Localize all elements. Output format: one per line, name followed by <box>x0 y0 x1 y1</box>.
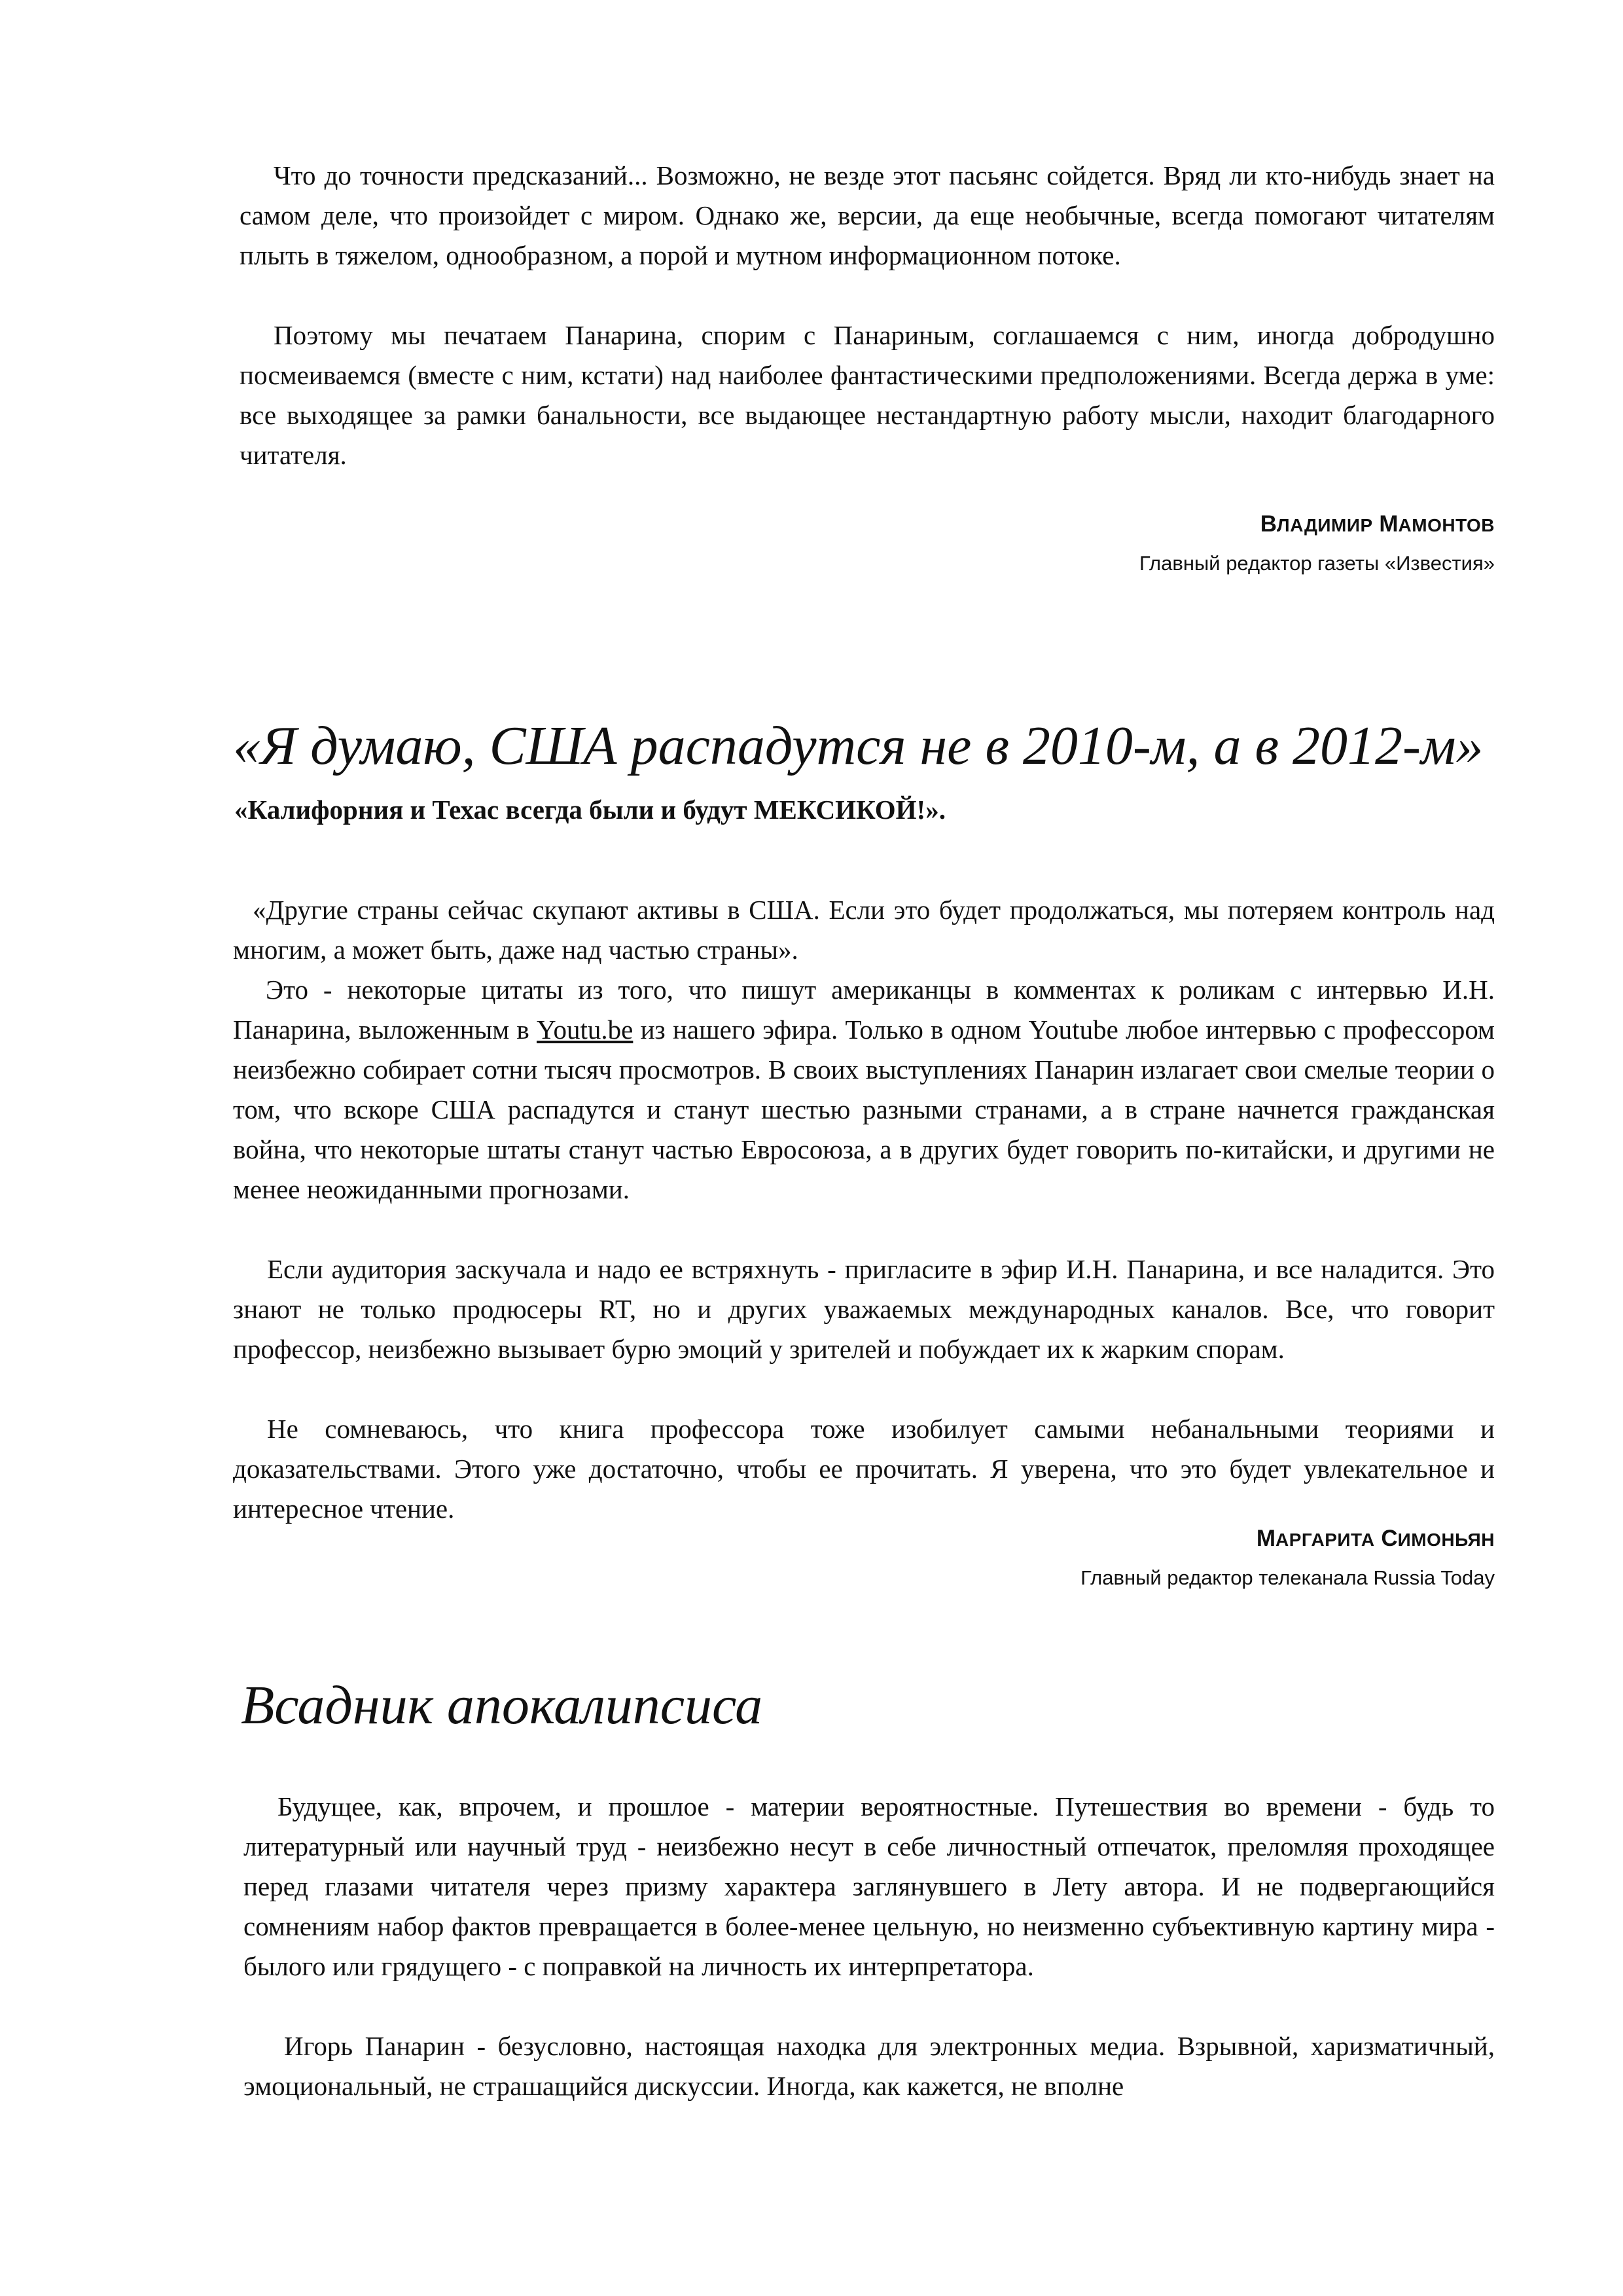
book-paragraph: Не сомневаюсь, что книга профессора тоже изобилует самыми небанальными теориями и доказательствами. Этого уже достаточно, чтобы ее прочитать. Я уверена, что это будет увлекательное и интересное чтение. <box>233 1414 1495 1524</box>
section-title-horseman: Всадник апокалипсиса <box>241 1675 763 1736</box>
signature-simonyan <box>982 1525 1495 1597</box>
signature-name: МАРГАРИТА СИМОНЬЯН <box>1256 1526 1495 1551</box>
intro-paragraph-2: Поэтому мы печатаем Панарина, спорим с Панариным, соглашаемся с ним, иногда добродушно посмеиваемся (вместе с ним, кстати) над наиболее фантастическими предположениями. Всегда держа в уме: все выходящее за рамки банальности, все выдающее нестандартную работу мысли, находит благодарного читателя. <box>240 320 1495 470</box>
signature-mamontov <box>982 511 1495 583</box>
section-title-usa-collapse: «Я думаю, США распадутся не в 2010-м, а в 2012-м» <box>233 715 1484 776</box>
panarin-paragraph: Это - некоторые цитаты из того, что пишут американцы в комментах к роликам с интервью И.Н. Панарина, выложенным в Youtu.be из нашего эфира. Только в одном Youtube любое интервью с профессором неизбежно собирает сотни тысяч просмотров. В своих выступлениях Панарин излагает свои смелые теории о том, что вскоре США распадутся и станут шестью разными странами, а в стране начнется гражданская война, что некоторые штаты станут частью Евросоюза, а в других будет говорить по-китайски, и другими не менее неожиданными прогнозами. <box>233 975 1495 1204</box>
signature-role: Главный редактор газеты «Известия» <box>1139 552 1495 575</box>
future-paragraph: Будущее, как, впрочем, и прошлое - материи вероятностные. Путешествия во времени - будь то литературный или научный труд - неизбежно несут в себе личностный отпечаток, преломляя проходящее перед глазами читателя через призму характера заглянувшего в Лету автора. И не подвергающийся сомнениям набор фактов превращается в более-менее цельную, но неизменно субъективную картину мира - былого или грядущего - с поправкой на личность их интерпретатора. <box>243 1791 1495 1981</box>
quote-paragraph: «Другие страны сейчас скупают активы в США. Если это будет продолжаться, мы потеряем контроль над многим, а может быть, даже над частью страны». <box>233 895 1495 965</box>
audience-paragraph: Если аудитория заскучала и надо ее встряхнуть - пригласите в эфир И.Н. Панарина, и все наладится. Это знают не только продюсеры RT, но и других уважаемых международных каналов. Все, что говорит профессор, неизбежно вызывает бурю эмоций у зрителей и побуждает их к жарким спорам. <box>233 1254 1495 1364</box>
intro-paragraph-1: Что до точности предсказаний... Возможно, не везде этот пасьянс сойдется. Вряд ли кто-нибудь знает на самом деле, что произойдет с миром. Однако же, версии, да еще необычные, всегда помогают читателям плыть в тяжелом, однообразном, а порой и мутном информационном потоке. <box>240 160 1495 270</box>
signature-name: ВЛАДИМИР МАМОНТОВ <box>1260 511 1495 537</box>
section-subtitle: «Калифорния и Техас всегда были и будут МЕКСИКОЙ!». <box>234 795 946 825</box>
panarin-media-paragraph: Игорь Панарин - безусловно, настоящая находка для электронных медиа. Взрывной, харизматичный, эмоциональный, не страшащийся дискуссии. Иногда, как кажется, не вполне <box>243 2031 1495 2101</box>
signature-role: Главный редактор телеканала Russia Today <box>1080 1566 1495 1589</box>
youtube-link[interactable]: Youtu.be <box>537 1014 633 1045</box>
